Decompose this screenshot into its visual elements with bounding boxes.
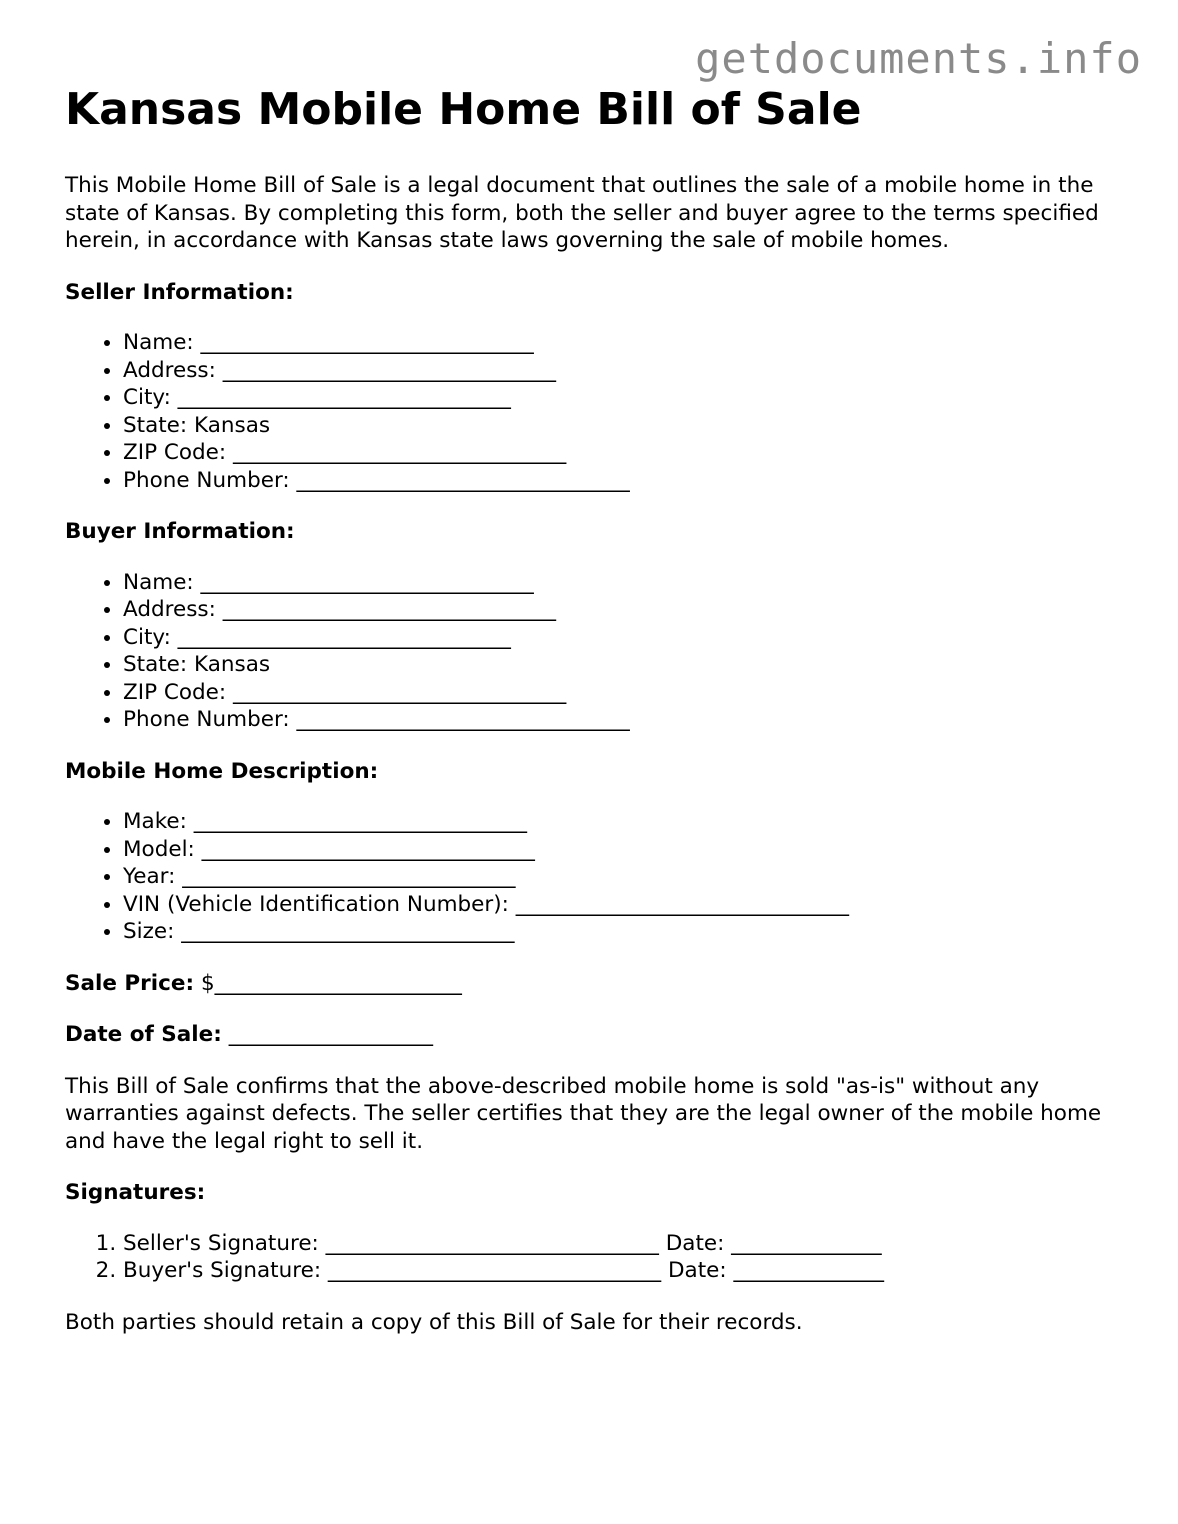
seller-name-field: • Name: _______________________________ bbox=[123, 329, 1125, 357]
seller-address-field: • Address: _______________________________ bbox=[123, 357, 1125, 385]
home-vin-field: • VIN (Vehicle Identification Number): _______________________________ bbox=[123, 891, 1125, 919]
home-description-list bbox=[65, 808, 1125, 946]
seller-signature-line: 1. Seller's Signature: _______________________________ Date: ______________ bbox=[123, 1230, 1125, 1258]
seller-state-field: • State: Kansas bbox=[123, 412, 1125, 440]
document-page bbox=[65, 84, 1125, 1336]
sale-price-line bbox=[65, 970, 1125, 998]
date-of-sale-line bbox=[65, 1021, 1125, 1049]
home-year-field: • Year: _______________________________ bbox=[123, 863, 1125, 891]
sale-price-label: Sale Price: bbox=[65, 970, 195, 996]
buyer-zip-field: • ZIP Code: _______________________________ bbox=[123, 679, 1125, 707]
signatures-list bbox=[65, 1230, 1125, 1285]
buyer-name-field: • Name: _______________________________ bbox=[123, 569, 1125, 597]
home-size-field: • Size: _______________________________ bbox=[123, 918, 1125, 946]
sale-price-value: $_______________________ bbox=[200, 970, 462, 996]
seller-list bbox=[65, 329, 1125, 494]
buyer-state-field: • State: Kansas bbox=[123, 651, 1125, 679]
buyer-list bbox=[65, 569, 1125, 734]
date-of-sale-label: Date of Sale: bbox=[65, 1022, 222, 1047]
seller-phone-field: • Phone Number: _______________________________ bbox=[123, 467, 1125, 495]
signatures-heading: Signatures: bbox=[65, 1180, 206, 1205]
home-make-field: • Make: _______________________________ bbox=[123, 808, 1125, 836]
closing-paragraph: Both parties should retain a copy of this Bill of Sale for their records. bbox=[65, 1309, 803, 1335]
home-model-field: • Model: _______________________________ bbox=[123, 836, 1125, 864]
seller-heading: Seller Information: bbox=[65, 279, 294, 305]
seller-zip-field: • ZIP Code: _______________________________ bbox=[123, 439, 1125, 467]
date-of-sale-value: ___________________ bbox=[228, 1022, 433, 1047]
home-description-heading: Mobile Home Description: bbox=[65, 758, 379, 784]
buyer-phone-field: • Phone Number: _______________________________ bbox=[123, 706, 1125, 734]
buyer-signature-line: 2. Buyer's Signature: _______________________________ Date: ______________ bbox=[123, 1257, 1125, 1285]
seller-city-field: • City: _______________________________ bbox=[123, 384, 1125, 412]
as-is-paragraph: This Bill of Sale confirms that the above-described mobile home is sold "as-is" without any warranties against defects. The seller certifies that they are the legal owner of the mobile home and have the legal right to sell it. bbox=[65, 1073, 1102, 1154]
watermark: getdocuments.info bbox=[695, 34, 1142, 83]
document-title: Kansas Mobile Home Bill of Sale bbox=[65, 84, 862, 135]
intro-paragraph: This Mobile Home Bill of Sale is a legal document that outlines the sale of a mobile home in the state of Kansas. By completing this form, both the seller and buyer agree to the terms specified herein, in accordance with Kansas state laws governing the sale of mobile homes. bbox=[65, 173, 1099, 253]
buyer-heading: Buyer Information: bbox=[65, 519, 295, 544]
buyer-address-field: • Address: _______________________________ bbox=[123, 596, 1125, 624]
buyer-city-field: • City: _______________________________ bbox=[123, 624, 1125, 652]
